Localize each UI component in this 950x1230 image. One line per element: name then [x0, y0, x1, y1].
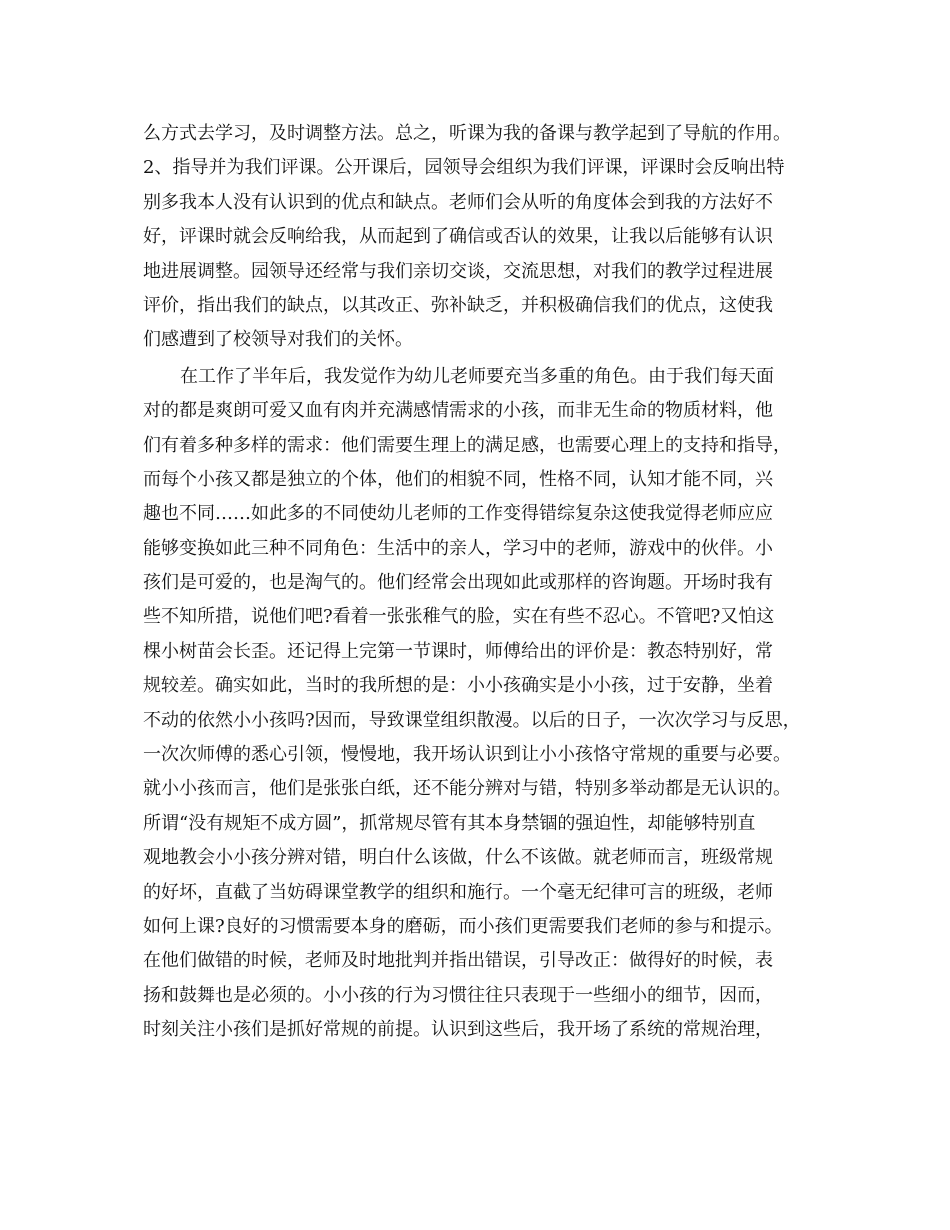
- text-line: 们有着多种多样的需求：他们需要生理上的满足感，也需要心理上的支持和指导，: [143, 434, 791, 456]
- text-line: 2、指导并为我们评课。公开课后，园领导会组织为我们评课，评课时会反响出特: [143, 157, 785, 179]
- text-line: 能够变换如此三种不同角色：生活中的亲人，学习中的老师，游戏中的伙伴。小: [143, 537, 773, 559]
- text-line: 时刻关注小孩们是抓好常规的前提。认识到这些后，我开场了系统的常规治理，: [143, 1019, 773, 1041]
- text-line: 趣也不同……如此多的不同使幼儿老师的工作变得错综复杂这使我觉得老师应应: [143, 503, 773, 525]
- text-line: 如何上课?良好的习惯需要本身的磨砺，而小孩们更需要我们老师的参与和提示。: [143, 915, 783, 937]
- body-text: [143, 117, 813, 1048]
- text-line: 棵小树苗会长歪。还记得上完第一节课时，师傅给出的评价是：教态特别好，常: [143, 640, 773, 662]
- text-line: 地进展调整。园领导还经常与我们亲切交谈，交流思想，对我们的教学过程进展: [143, 260, 773, 282]
- text-line: 而每个小孩又都是独立的个体，他们的相貌不同，性格不同，认知才能不同，兴: [143, 468, 773, 490]
- text-line: 评价，指出我们的缺点，以其改正、弥补缺乏，并积极确信我们的优点，这使我: [143, 294, 773, 316]
- paragraph-start-line: 在工作了半年后，我发觉作为幼儿老师要充当多重的角色。由于我们每天面: [180, 365, 774, 387]
- text-line: 就小小孩而言，他们是张张白纸，还不能分辨对与错，特别多举动都是无认识的。: [143, 778, 791, 800]
- text-line: 在他们做错的时候，老师及时地批判并指出错误，引导改正：做得好的时候，表: [143, 950, 773, 972]
- text-line: 别多我本人没有认识到的优点和缺点。老师们会从听的角度体会到我的方法好不: [143, 191, 773, 213]
- text-line: 些不知所措，说他们吧?看着一张张稚气的脸，实在有些不忍心。不管吧?又怕这: [143, 606, 775, 628]
- text-line: 一次次师傅的悉心引领，慢慢地，我开场认识到让小小孩恪守常规的重要与必要。: [143, 744, 791, 766]
- text-line: 对的都是爽朗可爱又血有肉并充满感情需求的小孩，而非无生命的物质材料，他: [143, 400, 773, 422]
- text-line: 好，评课时就会反响给我，从而起到了确信或否认的效果，让我以后能够有认识: [143, 226, 773, 248]
- text-line: 观地教会小小孩分辨对错，明白什么该做，什么不该做。就老师而言，班级常规: [143, 847, 773, 869]
- text-line: 所谓“没有规矩不成方圆”，抓常规尽管有其本身禁锢的强迫性，却能够特别直: [143, 812, 756, 834]
- text-line: 不动的依然小小孩吗?因而，导致课堂组织散漫。以后的日子，一次次学习与反思，: [143, 709, 801, 731]
- text-line: 扬和鼓舞也是必须的。小小孩的行为习惯往往只表现于一些细小的细节，因而，: [143, 984, 773, 1006]
- text-line: 们感遭到了校领导对我们的关怀。: [143, 329, 413, 351]
- text-line: 的好坏，直截了当妨碍课堂教学的组织和施行。一个毫无纪律可言的班级，老师: [143, 881, 773, 903]
- text-line: 么方式去学习，及时调整方法。总之，听课为我的备课与教学起到了导航的作用。: [143, 123, 791, 144]
- text-line: 孩们是可爱的，也是淘气的。他们经常会出现如此或那样的咨询题。开场时我有: [143, 572, 773, 594]
- text-line: 规较差。确实如此，当时的我所想的是：小小孩确实是小小孩，过于安静，坐着: [143, 675, 773, 697]
